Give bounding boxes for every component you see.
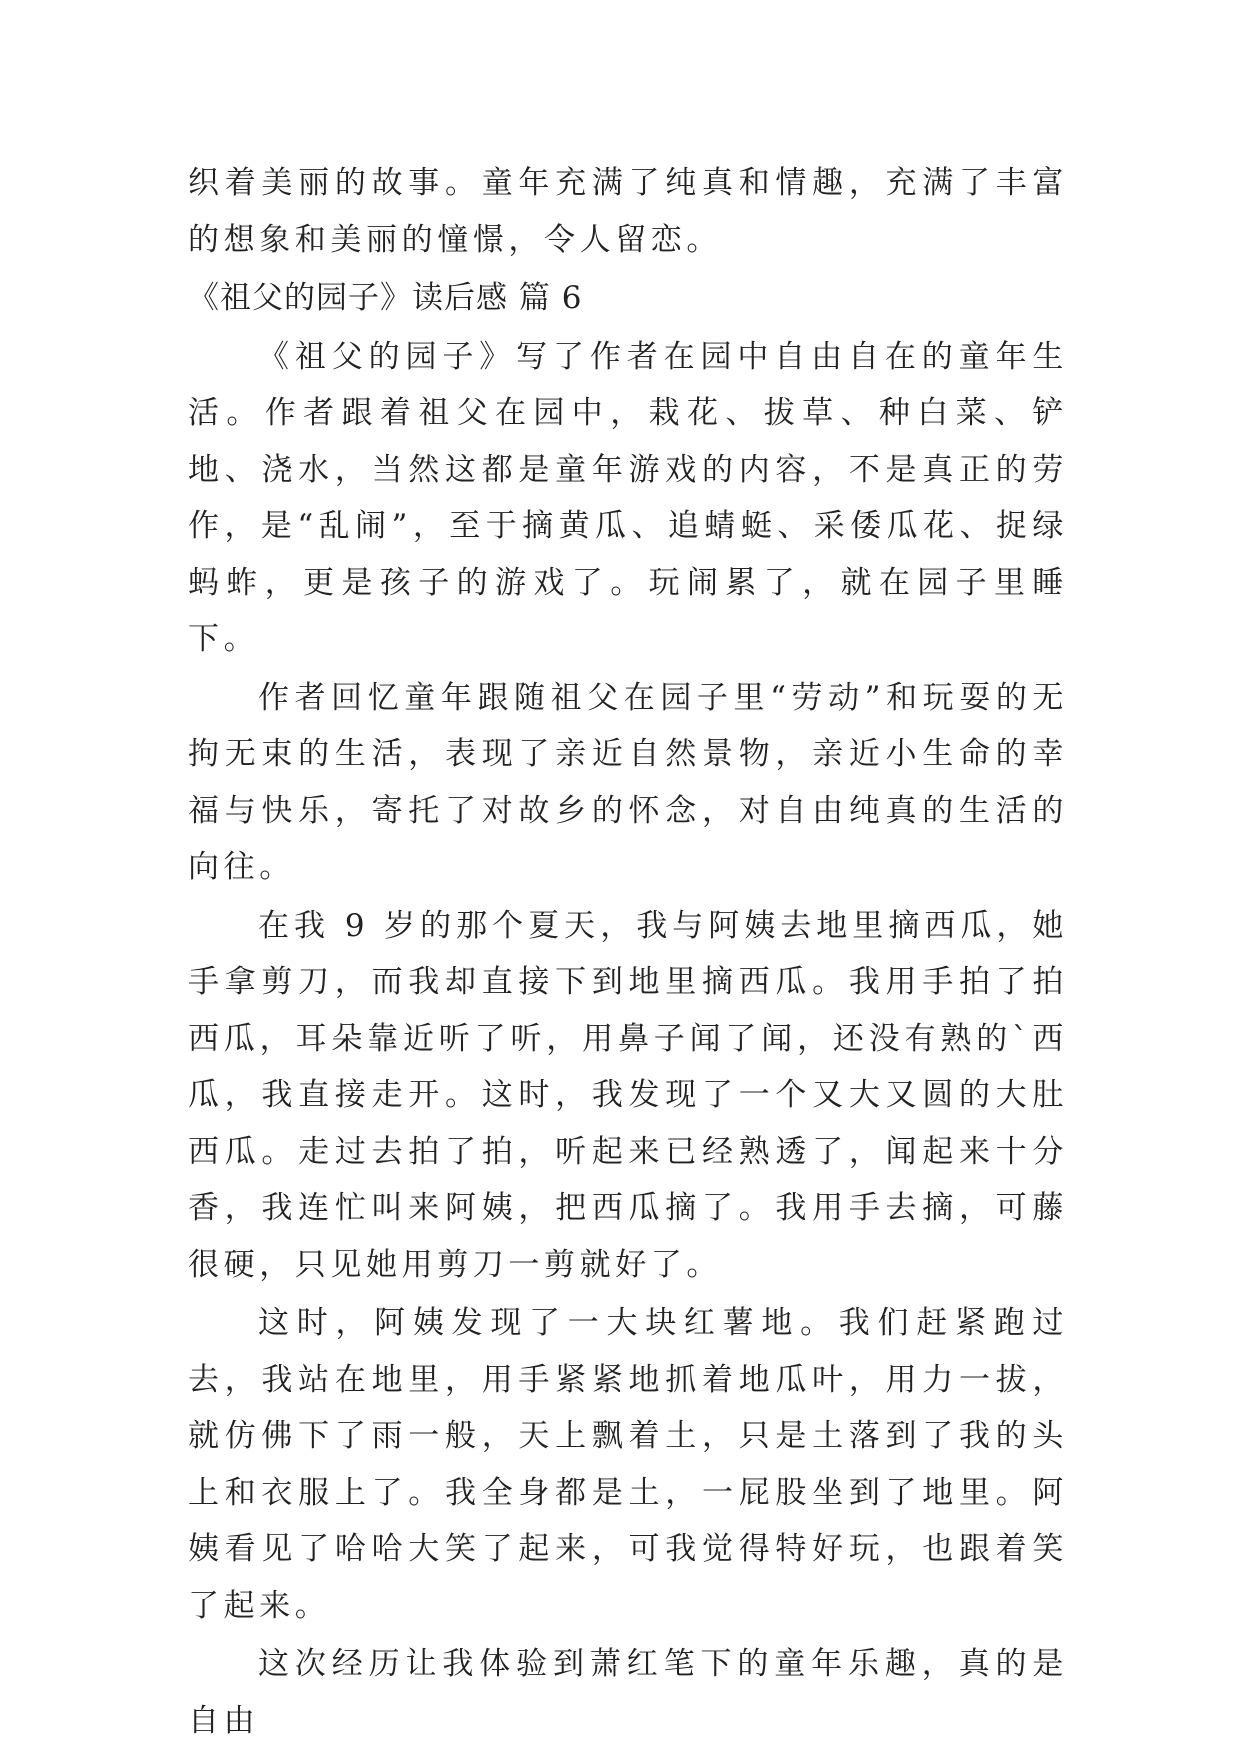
body-paragraph-1: 《祖父的园子》写了作者在园中自由自在的童年生活。作者跟着祖父在园中，栽花、拔草、种白菜、铲地、浇水，当然这都是童年游戏的内容，不是真正的劳作，是“乱闹”，至于摘黄瓜、追蜻蜓、采倭瓜花、捉绿蚂蚱，更是孩子的游戏了。玩闹累了，就在园子里睡下。 xyxy=(188,338,1068,657)
body-paragraph-3: 在我 9 岁的那个夏天，我与阿姨去地里摘西瓜，她手拿剪刀，而我却直接下到地里摘西瓜。我用手拍了拍西瓜，耳朵靠近听了听，用鼻子闻了闻，还没有熟的`西瓜，我直接走开。这时，我发现了一个又大又圆的大肚西瓜。走过去拍了拍，听起来已经熟透了，闻起来十分香，我连忙叫来阿姨，把西瓜摘了。我用手去摘，可藤很硬，只见她用剪刀一剪就好了。 xyxy=(188,907,1068,1283)
document-body xyxy=(188,155,1068,1751)
body-paragraph-4: 这时，阿姨发现了一大块红薯地。我们赶紧跑过去，我站在地里，用手紧紧地抓着地瓜叶，用力一拔，就仿佛下了雨一般，天上飘着土，只是土落到了我的头上和衣服上了。我全身都是土，一屁股坐到了地里。阿姨看见了哈哈大笑了起来，可我觉得特好玩，也跟着笑了起来。 xyxy=(188,1305,1068,1624)
body-paragraph-5: 这次经历让我体验到萧红笔下的童年乐趣，真的是自由 xyxy=(188,1646,1068,1739)
body-paragraph-2: 作者回忆童年跟随祖父在园子里“劳动”和玩耍的无拘无束的生活，表现了亲近自然景物，亲近小生命的幸福与快乐，寄托了对故乡的怀念，对自由纯真的生活的向往。 xyxy=(188,679,1068,885)
continuation-paragraph: 织着美丽的故事。童年充满了纯真和情趣，充满了丰富的想象和美丽的憧憬，令人留恋。 xyxy=(188,165,1068,258)
section-heading: 《祖父的园子》读后感 篇 6 xyxy=(188,280,583,316)
